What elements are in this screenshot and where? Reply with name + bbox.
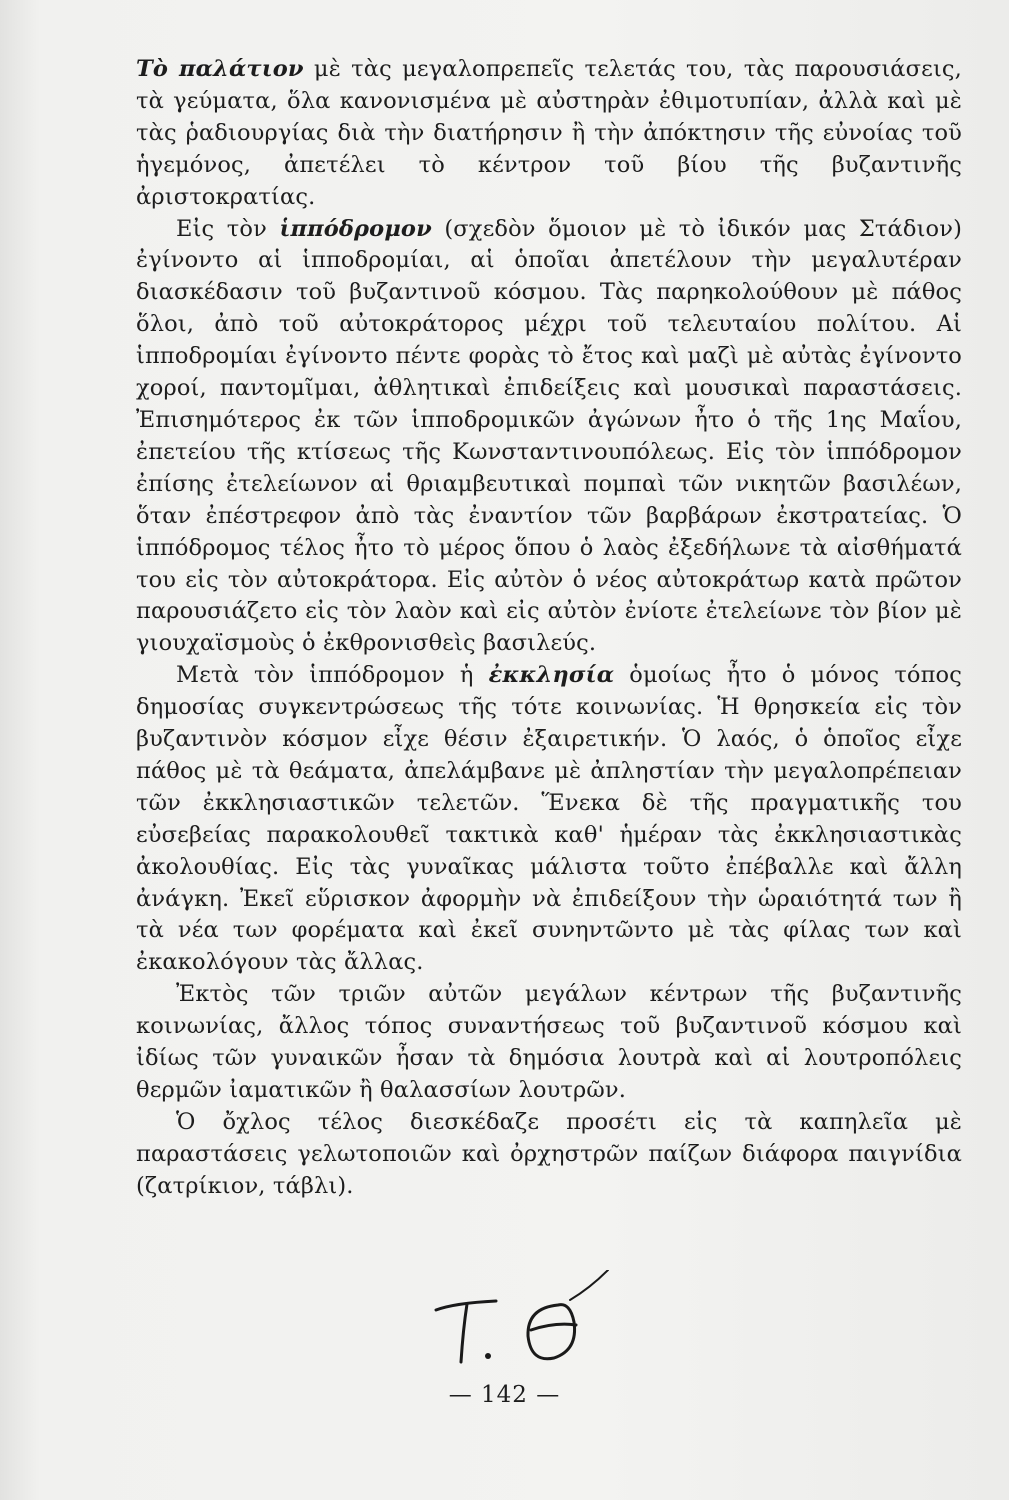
text-run: (σχεδὸν ὅμοιον μὲ τὸ ἰδικόν μας Στάδιον) ἐγίνοντο αἱ ἱπποδρομίαι, αἱ ὁποῖαι ἀπετέλουν τὴν μεγαλυτέραν διασκέδασιν τοῦ βυζαντινοῦ κόσμου. Τὰς παρηκολούθουν μὲ πάθος ὅλοι, ἀπὸ τοῦ αὐτοκράτορος μέχρι τοῦ τελευταίου πολίτου. Αἱ ἱπποδρομίαι ἐγίνοντο πέντε φορὰς τὸ ἔτος καὶ μαζὶ μὲ αὐτὰς ἐγίνοντο χοροί, παντομῖμαι, ἀθλητικαὶ ἐπιδείξεις καὶ μουσικαὶ παραστάσεις. Ἐπισημότερος ἐκ τῶν ἱπποδρομικῶν ἀγώνων ἦτο ὁ τῆς 1ης Μαΐου, ἐπετείου τῆς κτίσεως τῆς Κωνσταντινουπόλεως. Εἰς τὸν ἱππόδρομον ἐπίσης ἐτελείωνον αἱ θριαμβευτικαὶ πομπαὶ τῶν νικητῶν βασιλέων, ὅταν ἐπέστρεφον ἀπὸ τὰς ἐναντίον τῶν βαρβάρων ἐκστρατείας. Ὁ ἱππόδρομος τέλος ἦτο τὸ μέρος ὅπου ὁ λαὸς ἐξεδήλωνε τὰ αἰσθήματά του εἰς τὸν αὐτοκράτορα. Εἰς αὐτὸν ὁ νέος αὐτοκράτωρ κατὰ πρῶτον παρουσιάζετο εἰς τὸν λαὸν καὶ εἰς αὐτὸν ἐνίοτε ἐτελείωνε τὸν βίον μὲ γιουχαϊσμοὺς ὁ ἐκθρονισθεὶς βασιλεύς. (136, 215, 962, 657)
text-run: ὁμοίως ἦτο ὁ μόνος τόπος δημοσίας συγκεντρώσεως τῆς τότε κοινωνίας. Ἡ θρησκεία εἰς τὸν βυζαντινὸν κόσμον εἶχε θέσιν ἐξαιρετικήν. Ὁ λαός, ὁ ὁποῖος εἶχε πάθος μὲ τὰ θεάματα, ἀπελάμβανε μὲ ἀπληστίαν τὴν μεγαλοπρέπειαν τῶν ἐκκλησιαστικῶν τελετῶν. Ἕνεκα δὲ τῆς πραγματικῆς του εὐσεβείας παρακολουθεῖ τακτικὰ καθ' ἡμέραν τὰς ἐκκλησιαστικὰς ἀκολουθίας. Εἰς τὰς γυναῖκας μάλιστα τοῦτο ἐπέβαλλε καὶ ἄλλη ἀνάγκη. Ἐκεῖ εὕρισκον ἀφορμὴν νὰ ἐπιδείξουν τὴν ὡραιότητά των ἢ τὰ νέα των φορέματα καὶ ἐκεῖ συνηντῶντο μὲ τὰς φίλας των καὶ ἐκακολόγουν τὰς ἄλλας. (136, 662, 962, 976)
paragraph (136, 1107, 962, 1203)
emphasized-term: ἱππόδρομον (279, 215, 432, 242)
paragraph (136, 54, 962, 214)
page-number: — 142 — (448, 1382, 561, 1408)
handwritten-annotation (430, 1270, 620, 1370)
text-run: Μετὰ τὸν ἱππόδρομον ἡ (176, 662, 489, 689)
text-run: Ὁ ὄχλος τέλος διεσκέδαζε προσέτι εἰς τὰ καπηλεῖα μὲ παραστάσεις γελωτοποιῶν καὶ ὀρχηστρῶν παίζων διάφορα παιγνίδια (ζατρίκιον, τάβλι). (136, 1108, 962, 1199)
paragraph (136, 214, 962, 661)
emphasized-term: ἐκκλησία (488, 662, 615, 689)
body-text (136, 54, 962, 1203)
paragraph (136, 979, 962, 1107)
text-run: Ἐκτὸς τῶν τριῶν αὐτῶν μεγάλων κέντρων τῆς βυζαντινῆς κοινωνίας, ἄλλος τόπος συναντήσεως τοῦ βυζαντινοῦ κόσμου καὶ ἰδίως τῶν γυναικῶν ἦσαν τὰ δημόσια λουτρὰ καὶ αἱ λουτροπόλεις θερμῶν ἰαματικῶν ἢ θαλασσίων λουτρῶν. (136, 981, 962, 1103)
emphasized-term: Τὸ παλάτιον (136, 56, 304, 82)
paragraph (136, 660, 962, 979)
text-run: Εἰς τὸν (176, 215, 280, 242)
text-run: μὲ τὰς μεγαλοπρεπεῖς τελετάς του, τὰς παρουσιάσεις, τὰ γεύματα, ὅλα κανονισμένα μὲ αὐστηρὰν ἐθιμοτυπίαν, ἀλλὰ καὶ μὲ τὰς ῥαδιουργίας διὰ τὴν διατήρησιν ἢ τὴν ἀπόκτησιν τῆς εὐνοίας τοῦ ἡγεμόνος, ἀπετέλει τὸ κέντρον τοῦ βίου τῆς βυζαντινῆς ἀριστοκρατίας. (136, 56, 962, 210)
